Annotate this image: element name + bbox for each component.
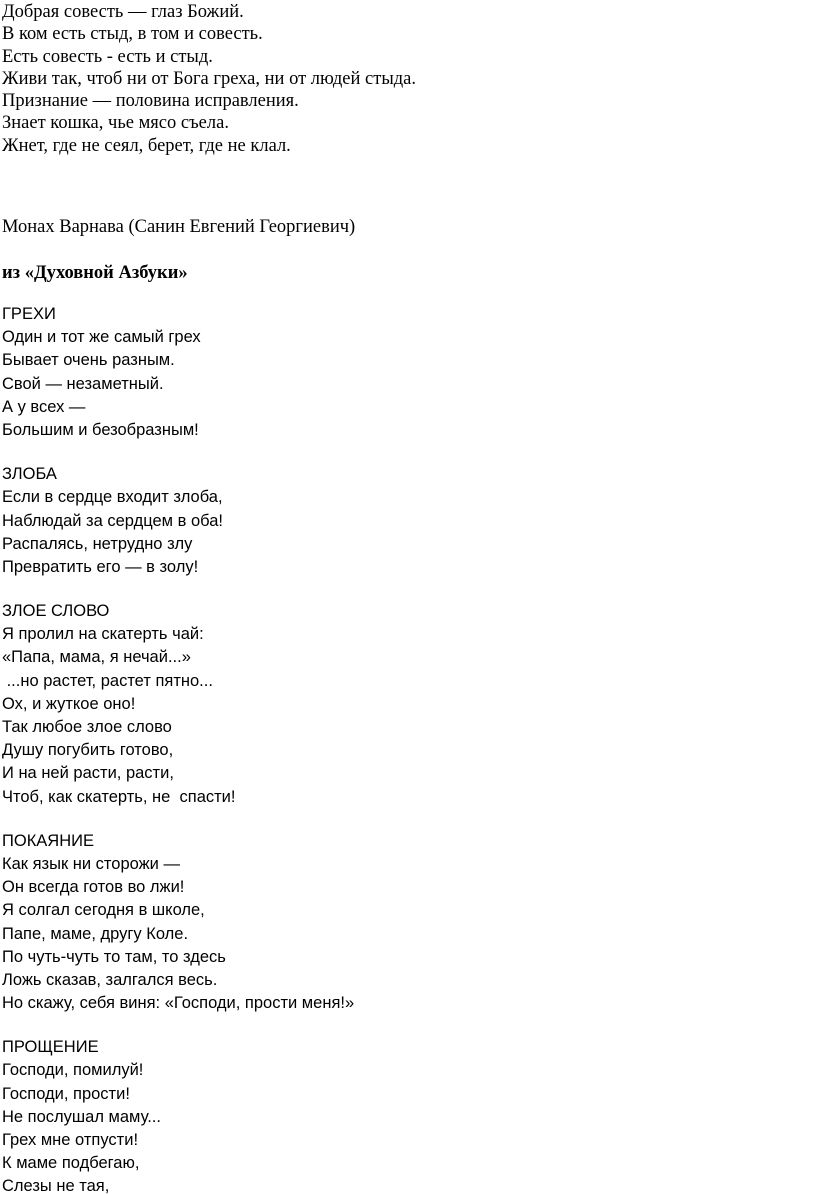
poem-line: Грех мне отпусти! bbox=[2, 1131, 139, 1149]
poem-line: Чтоб, как скатерть, не спасти! bbox=[2, 787, 236, 806]
poem-line: Свой — незаметный. bbox=[2, 374, 164, 393]
poem-line: Слезы не тая, bbox=[2, 1177, 110, 1194]
poem-line: Я пролил на скатерть чай: bbox=[2, 625, 204, 644]
proverb-line: Добрая совесть — глаз Божий. bbox=[2, 2, 244, 22]
poem-line: Я солгал сегодня в школе, bbox=[2, 901, 205, 920]
poem-title: ПРОЩЕНИЕ bbox=[2, 1038, 99, 1057]
poem-line: Ох, и жуткое оно! bbox=[2, 694, 136, 713]
poem-line: Как язык ни сторожи — bbox=[2, 854, 180, 873]
poem bbox=[2, 1036, 354, 1194]
poem-line: ...но растет, растет пятно... bbox=[2, 671, 213, 690]
poem-line: К маме подбегаю, bbox=[2, 1154, 140, 1173]
poem-line: Он всегда готов во лжи! bbox=[2, 878, 185, 897]
poem-title: ГРЕХИ bbox=[2, 305, 56, 323]
poem-title: ПОКАЯНИЕ bbox=[2, 831, 95, 850]
poem bbox=[2, 463, 354, 579]
poem-line: Папе, маме, другу Коле. bbox=[2, 924, 189, 943]
poem-line: Один и тот же самый грех bbox=[2, 328, 201, 347]
proverb-line: Есть совесть - есть и стыд. bbox=[2, 46, 213, 67]
proverb-line: В ком есть стыд, в том и совесть. bbox=[2, 24, 263, 45]
poem-line: Господи, помилуй! bbox=[2, 1061, 144, 1080]
poem-line: Ложь сказав, залгался весь. bbox=[2, 970, 218, 989]
poem-title: ЗЛОБА bbox=[2, 465, 57, 484]
poem-line: Господи, прости! bbox=[2, 1084, 130, 1103]
proverb-line: Признание — половина исправления. bbox=[2, 91, 299, 112]
poem-line: Наблюдай за сердцем в оба! bbox=[2, 511, 223, 530]
proverbs-block bbox=[2, 1, 416, 157]
poem bbox=[2, 303, 354, 442]
poem-line: «Папа, мама, я нечай...» bbox=[2, 648, 191, 667]
poem-line: Бывает очень разным. bbox=[2, 351, 175, 370]
proverb-line: Жнет, где не сеял, берет, где не клал. bbox=[2, 135, 291, 156]
poem bbox=[2, 830, 354, 1016]
poem-title: ЗЛОЕ СЛОВО bbox=[2, 602, 110, 621]
poem-line: Большим и безобразным! bbox=[2, 420, 199, 439]
source-heading: из «Духовной Азбуки» bbox=[2, 263, 188, 283]
proverb-line: Знает кошка, чье мясо съела. bbox=[2, 113, 229, 134]
poem-line: Но скажу, себя виня: «Господи, прости меня!» bbox=[2, 994, 355, 1013]
poem-line: Не послушал маму... bbox=[2, 1107, 161, 1126]
poem-line: Душу погубить готово, bbox=[2, 741, 174, 760]
poem-line: А у всех — bbox=[2, 397, 86, 416]
poem-line: Распалясь, нетрудно злу bbox=[2, 534, 193, 553]
poem-line: Превратить его — в золу! bbox=[2, 557, 199, 576]
poem-line: По чуть-чуть то там, то здесь bbox=[2, 947, 226, 966]
poem-line: И на ней расти, расти, bbox=[2, 764, 174, 783]
proverb-line: Живи так, чтоб ни от Бога греха, ни от людей стыда. bbox=[2, 68, 417, 89]
poem-line: Так любое злое слово bbox=[2, 718, 172, 736]
author-line: Монах Варнава (Санин Евгений Георгиевич) bbox=[2, 217, 356, 237]
poem-line: Если в сердце входит злоба, bbox=[2, 488, 223, 507]
poem bbox=[2, 600, 354, 809]
poems-block bbox=[2, 303, 354, 1194]
